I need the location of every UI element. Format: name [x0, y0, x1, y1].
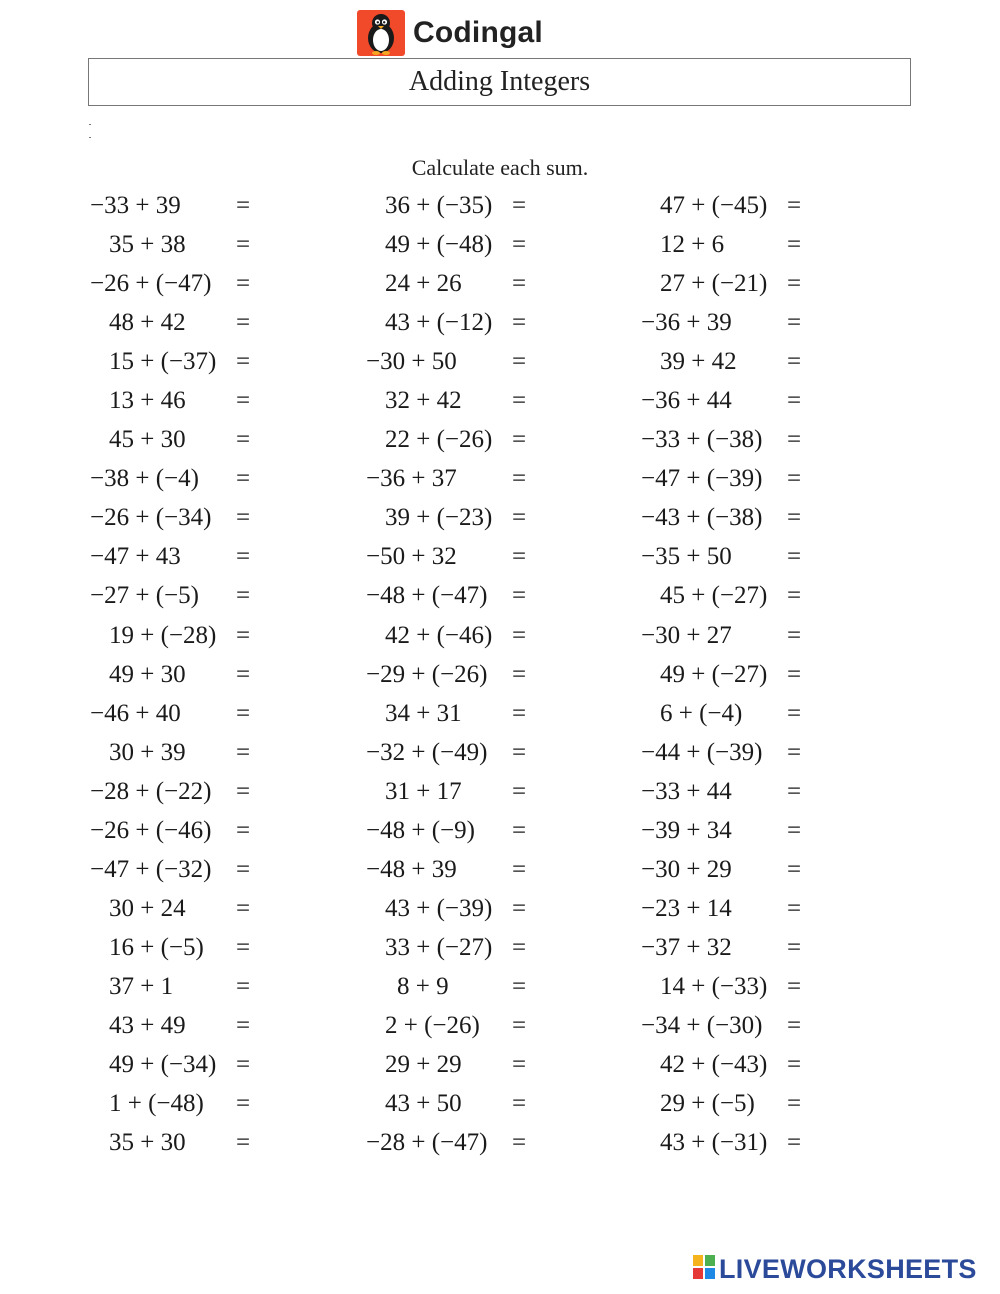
equals-sign: = [787, 1090, 802, 1118]
problem-expression: 36 + (−35) [385, 192, 493, 219]
problem-row [90, 694, 330, 733]
problem-row [366, 1045, 606, 1084]
problem-expression: 29 + (−5) [660, 1090, 755, 1118]
problem-row [641, 1123, 881, 1162]
equals-sign: = [512, 621, 527, 649]
problem-row [641, 264, 881, 303]
problem-expression: 15 + (−37) [109, 348, 217, 376]
problem-row [641, 616, 881, 655]
problem-row [641, 967, 881, 1006]
problem-row [641, 420, 881, 459]
problem-expression: −47 + 43 [90, 543, 181, 571]
problem-row [366, 1084, 606, 1123]
problem-row [90, 342, 330, 381]
problem-row [90, 537, 330, 576]
problem-row [366, 225, 606, 264]
problem-row [366, 772, 606, 811]
problem-expression: 37 + 1 [109, 972, 174, 1000]
equals-sign: = [236, 348, 251, 376]
problem-expression: 6 + (−4) [660, 699, 743, 727]
problem-expression: −30 + 27 [641, 621, 732, 649]
equals-sign: = [787, 621, 802, 649]
equals-sign: = [512, 348, 527, 376]
problem-row [366, 928, 606, 967]
problem-row [366, 381, 606, 420]
problem-expression: 42 + (−46) [385, 621, 493, 649]
problem-expression: 49 + (−48) [385, 231, 493, 259]
divider [89, 124, 91, 125]
equals-sign: = [236, 816, 251, 844]
problem-row [90, 381, 330, 420]
problem-row [90, 576, 330, 615]
equals-sign: = [236, 1129, 251, 1157]
problem-row [366, 655, 606, 694]
problem-row [641, 694, 881, 733]
problem-expression: 31 + 17 [385, 777, 462, 805]
problem-row [366, 342, 606, 381]
equals-sign: = [787, 309, 802, 337]
problem-expression: 14 + (−33) [660, 972, 768, 1000]
problem-expression: 29 + 29 [385, 1051, 462, 1079]
equals-sign: = [512, 387, 527, 415]
problem-expression: −23 + 14 [641, 894, 732, 922]
equals-sign: = [236, 231, 251, 259]
equals-sign: = [236, 504, 251, 532]
problem-row [641, 186, 881, 225]
problem-row [90, 498, 330, 537]
brand-header [357, 10, 543, 56]
problem-row [641, 537, 881, 576]
problem-row [641, 303, 881, 342]
problem-expression: −26 + (−47) [90, 270, 212, 298]
problem-expression: −33 + 39 [90, 192, 181, 219]
worksheet-title-box [88, 58, 911, 106]
equals-sign: = [236, 933, 251, 961]
equals-sign: = [512, 1051, 527, 1079]
equals-sign: = [787, 192, 802, 219]
problem-row [90, 459, 330, 498]
problem-expression: 13 + 46 [109, 387, 186, 415]
problem-expression: 33 + (−27) [385, 933, 493, 961]
liveworksheets-icon [693, 1255, 715, 1284]
equals-sign: = [787, 972, 802, 1000]
problem-expression: −43 + (−38) [641, 504, 763, 532]
liveworksheets-logo[interactable] [693, 1254, 977, 1284]
problem-row [90, 772, 330, 811]
problem-row [641, 459, 881, 498]
problem-row [366, 264, 606, 303]
problem-expression: −28 + (−22) [90, 777, 212, 805]
equals-sign: = [236, 1051, 251, 1079]
problem-expression: 2 + (−26) [385, 1011, 480, 1039]
equals-sign: = [787, 426, 802, 454]
problem-expression: −36 + 44 [641, 387, 732, 415]
problem-expression: 49 + 30 [109, 660, 186, 688]
problem-expression: −46 + 40 [90, 699, 181, 727]
problem-column-2 [366, 186, 606, 1162]
problem-expression: 43 + 50 [385, 1090, 462, 1118]
equals-sign: = [787, 738, 802, 766]
problem-row [641, 498, 881, 537]
problem-row [641, 733, 881, 772]
equals-sign: = [236, 738, 251, 766]
problem-row [641, 1045, 881, 1084]
problem-expression: 8 + 9 [397, 972, 449, 1000]
problem-expression: 12 + 6 [660, 231, 725, 259]
problem-expression: 39 + 42 [660, 348, 737, 376]
equals-sign: = [512, 309, 527, 337]
problem-expression: 43 + (−31) [660, 1129, 768, 1157]
instruction-text: Calculate each sum. [411, 155, 589, 180]
equals-sign: = [512, 504, 527, 532]
problem-expression: −28 + (−47) [366, 1129, 488, 1157]
problem-column-3 [641, 186, 881, 1162]
problem-expression: −35 + 50 [641, 543, 732, 571]
equals-sign: = [512, 1090, 527, 1118]
equals-sign: = [787, 1129, 802, 1157]
problem-row [641, 342, 881, 381]
liveworksheets-text: LIVEWORKSHEETS [719, 1253, 977, 1284]
equals-sign: = [236, 894, 251, 922]
equals-sign: = [512, 1011, 527, 1039]
problem-expression: 32 + 42 [385, 387, 462, 415]
equals-sign: = [236, 465, 251, 493]
equals-sign: = [787, 387, 802, 415]
problem-expression: −27 + (−5) [90, 582, 199, 610]
penguin-icon [357, 10, 405, 56]
divider [89, 137, 91, 138]
problem-row [641, 811, 881, 850]
equals-sign: = [512, 933, 527, 961]
equals-sign: = [512, 270, 527, 298]
problem-expression: −26 + (−46) [90, 816, 212, 844]
problem-expression: 49 + (−34) [109, 1051, 217, 1079]
problem-row [90, 303, 330, 342]
problem-row [366, 967, 606, 1006]
problem-column-1 [90, 186, 330, 1162]
equals-sign: = [236, 621, 251, 649]
problem-row [641, 655, 881, 694]
problem-row [90, 1123, 330, 1162]
problem-expression: 43 + 49 [109, 1011, 186, 1039]
equals-sign: = [236, 1011, 251, 1039]
problem-row [90, 850, 330, 889]
equals-sign: = [787, 1051, 802, 1079]
problem-row [366, 576, 606, 615]
problem-expression: −48 + (−47) [366, 582, 488, 610]
problem-row [366, 186, 606, 225]
equals-sign: = [787, 504, 802, 532]
equals-sign: = [236, 543, 251, 571]
equals-sign: = [787, 348, 802, 376]
brand-name: Codingal [413, 16, 543, 49]
problem-row [90, 811, 330, 850]
equals-sign: = [787, 855, 802, 883]
equals-sign: = [787, 660, 802, 688]
equals-sign: = [236, 660, 251, 688]
equals-sign: = [512, 1129, 527, 1157]
problem-row [641, 225, 881, 264]
problem-expression: 45 + 30 [109, 426, 186, 454]
equals-sign: = [236, 426, 251, 454]
equals-sign: = [236, 192, 251, 219]
problem-row [641, 889, 881, 928]
equals-sign: = [512, 855, 527, 883]
problem-expression: 43 + (−39) [385, 894, 493, 922]
problem-expression: −37 + 32 [641, 933, 732, 961]
problem-expression: 1 + (−48) [109, 1090, 204, 1118]
problem-row [90, 733, 330, 772]
problem-row [641, 772, 881, 811]
page-title: Adding Integers [408, 66, 591, 97]
problem-expression: −48 + 39 [366, 855, 457, 883]
problem-row [366, 889, 606, 928]
problem-expression: 43 + (−12) [385, 309, 493, 337]
problem-expression: −30 + 29 [641, 855, 732, 883]
problem-expression: 35 + 30 [109, 1129, 186, 1157]
problem-expression: −47 + (−32) [90, 855, 212, 883]
problem-row [641, 928, 881, 967]
problem-row [366, 303, 606, 342]
equals-sign: = [512, 543, 527, 571]
problem-expression: −29 + (−26) [366, 660, 488, 688]
problem-row [90, 889, 330, 928]
problem-expression: 22 + (−26) [385, 426, 493, 454]
equals-sign: = [236, 699, 251, 727]
problem-expression: 48 + 42 [109, 309, 186, 337]
problem-expression: −44 + (−39) [641, 738, 763, 766]
problem-row [90, 967, 330, 1006]
equals-sign: = [787, 270, 802, 298]
problem-expression: −32 + (−49) [366, 738, 488, 766]
equals-sign: = [512, 465, 527, 493]
equals-sign: = [787, 933, 802, 961]
problem-row [366, 1123, 606, 1162]
equals-sign: = [512, 660, 527, 688]
problem-row [641, 1006, 881, 1045]
problem-expression: 35 + 38 [109, 231, 186, 259]
problem-expression: −38 + (−4) [90, 465, 199, 493]
problem-row [641, 850, 881, 889]
problem-row [90, 1006, 330, 1045]
problem-expression: 45 + (−27) [660, 582, 768, 610]
problem-expression: −50 + 32 [366, 543, 457, 571]
problem-expression: −34 + (−30) [641, 1011, 763, 1039]
problem-expression: 24 + 26 [385, 270, 462, 298]
equals-sign: = [787, 1011, 802, 1039]
problem-row [90, 928, 330, 967]
problem-expression: −26 + (−34) [90, 504, 212, 532]
equals-sign: = [236, 1090, 251, 1118]
equals-sign: = [512, 894, 527, 922]
problem-expression: 27 + (−21) [660, 270, 768, 298]
problem-expression: 39 + (−23) [385, 504, 493, 532]
equals-sign: = [787, 231, 802, 259]
problem-expression: −36 + 37 [366, 465, 457, 493]
problem-expression: 42 + (−43) [660, 1051, 768, 1079]
equals-sign: = [787, 465, 802, 493]
equals-sign: = [787, 582, 802, 610]
problem-row [366, 459, 606, 498]
problem-expression: −39 + 34 [641, 816, 732, 844]
problem-expression: 47 + (−45) [660, 192, 768, 219]
equals-sign: = [236, 582, 251, 610]
problem-row [366, 733, 606, 772]
problem-row [90, 186, 330, 225]
equals-sign: = [236, 972, 251, 1000]
problem-row [90, 225, 330, 264]
equals-sign: = [787, 816, 802, 844]
equals-sign: = [512, 192, 527, 219]
equals-sign: = [787, 777, 802, 805]
problem-row [641, 1084, 881, 1123]
problem-row [90, 616, 330, 655]
problem-row [641, 576, 881, 615]
problem-expression: 49 + (−27) [660, 660, 768, 688]
equals-sign: = [236, 387, 251, 415]
problem-expression: 30 + 24 [109, 894, 186, 922]
equals-sign: = [787, 543, 802, 571]
problem-expression: −33 + 44 [641, 777, 732, 805]
equals-sign: = [236, 309, 251, 337]
equals-sign: = [787, 894, 802, 922]
problem-expression: −33 + (−38) [641, 426, 763, 454]
problem-expression: 34 + 31 [385, 699, 462, 727]
problem-row [366, 811, 606, 850]
problem-row [366, 616, 606, 655]
problem-expression: −36 + 39 [641, 309, 732, 337]
problem-expression: 30 + 39 [109, 738, 186, 766]
problem-row [366, 420, 606, 459]
equals-sign: = [512, 582, 527, 610]
equals-sign: = [512, 699, 527, 727]
problem-row [366, 694, 606, 733]
problem-expression: 16 + (−5) [109, 933, 204, 961]
problem-row [366, 537, 606, 576]
equals-sign: = [236, 270, 251, 298]
equals-sign: = [512, 972, 527, 1000]
equals-sign: = [236, 855, 251, 883]
problem-row [90, 1084, 330, 1123]
equals-sign: = [236, 777, 251, 805]
problem-row [641, 381, 881, 420]
equals-sign: = [787, 699, 802, 727]
equals-sign: = [512, 738, 527, 766]
problem-row [90, 655, 330, 694]
equals-sign: = [512, 231, 527, 259]
equals-sign: = [512, 777, 527, 805]
problem-row [90, 264, 330, 303]
problem-row [90, 420, 330, 459]
problem-expression: −30 + 50 [366, 348, 457, 376]
problem-expression: 19 + (−28) [109, 621, 217, 649]
problem-row [90, 1045, 330, 1084]
problem-row [366, 1006, 606, 1045]
equals-sign: = [512, 426, 527, 454]
problem-expression: −47 + (−39) [641, 465, 763, 493]
problem-row [366, 850, 606, 889]
problem-row [366, 498, 606, 537]
equals-sign: = [512, 816, 527, 844]
problem-expression: −48 + (−9) [366, 816, 475, 844]
